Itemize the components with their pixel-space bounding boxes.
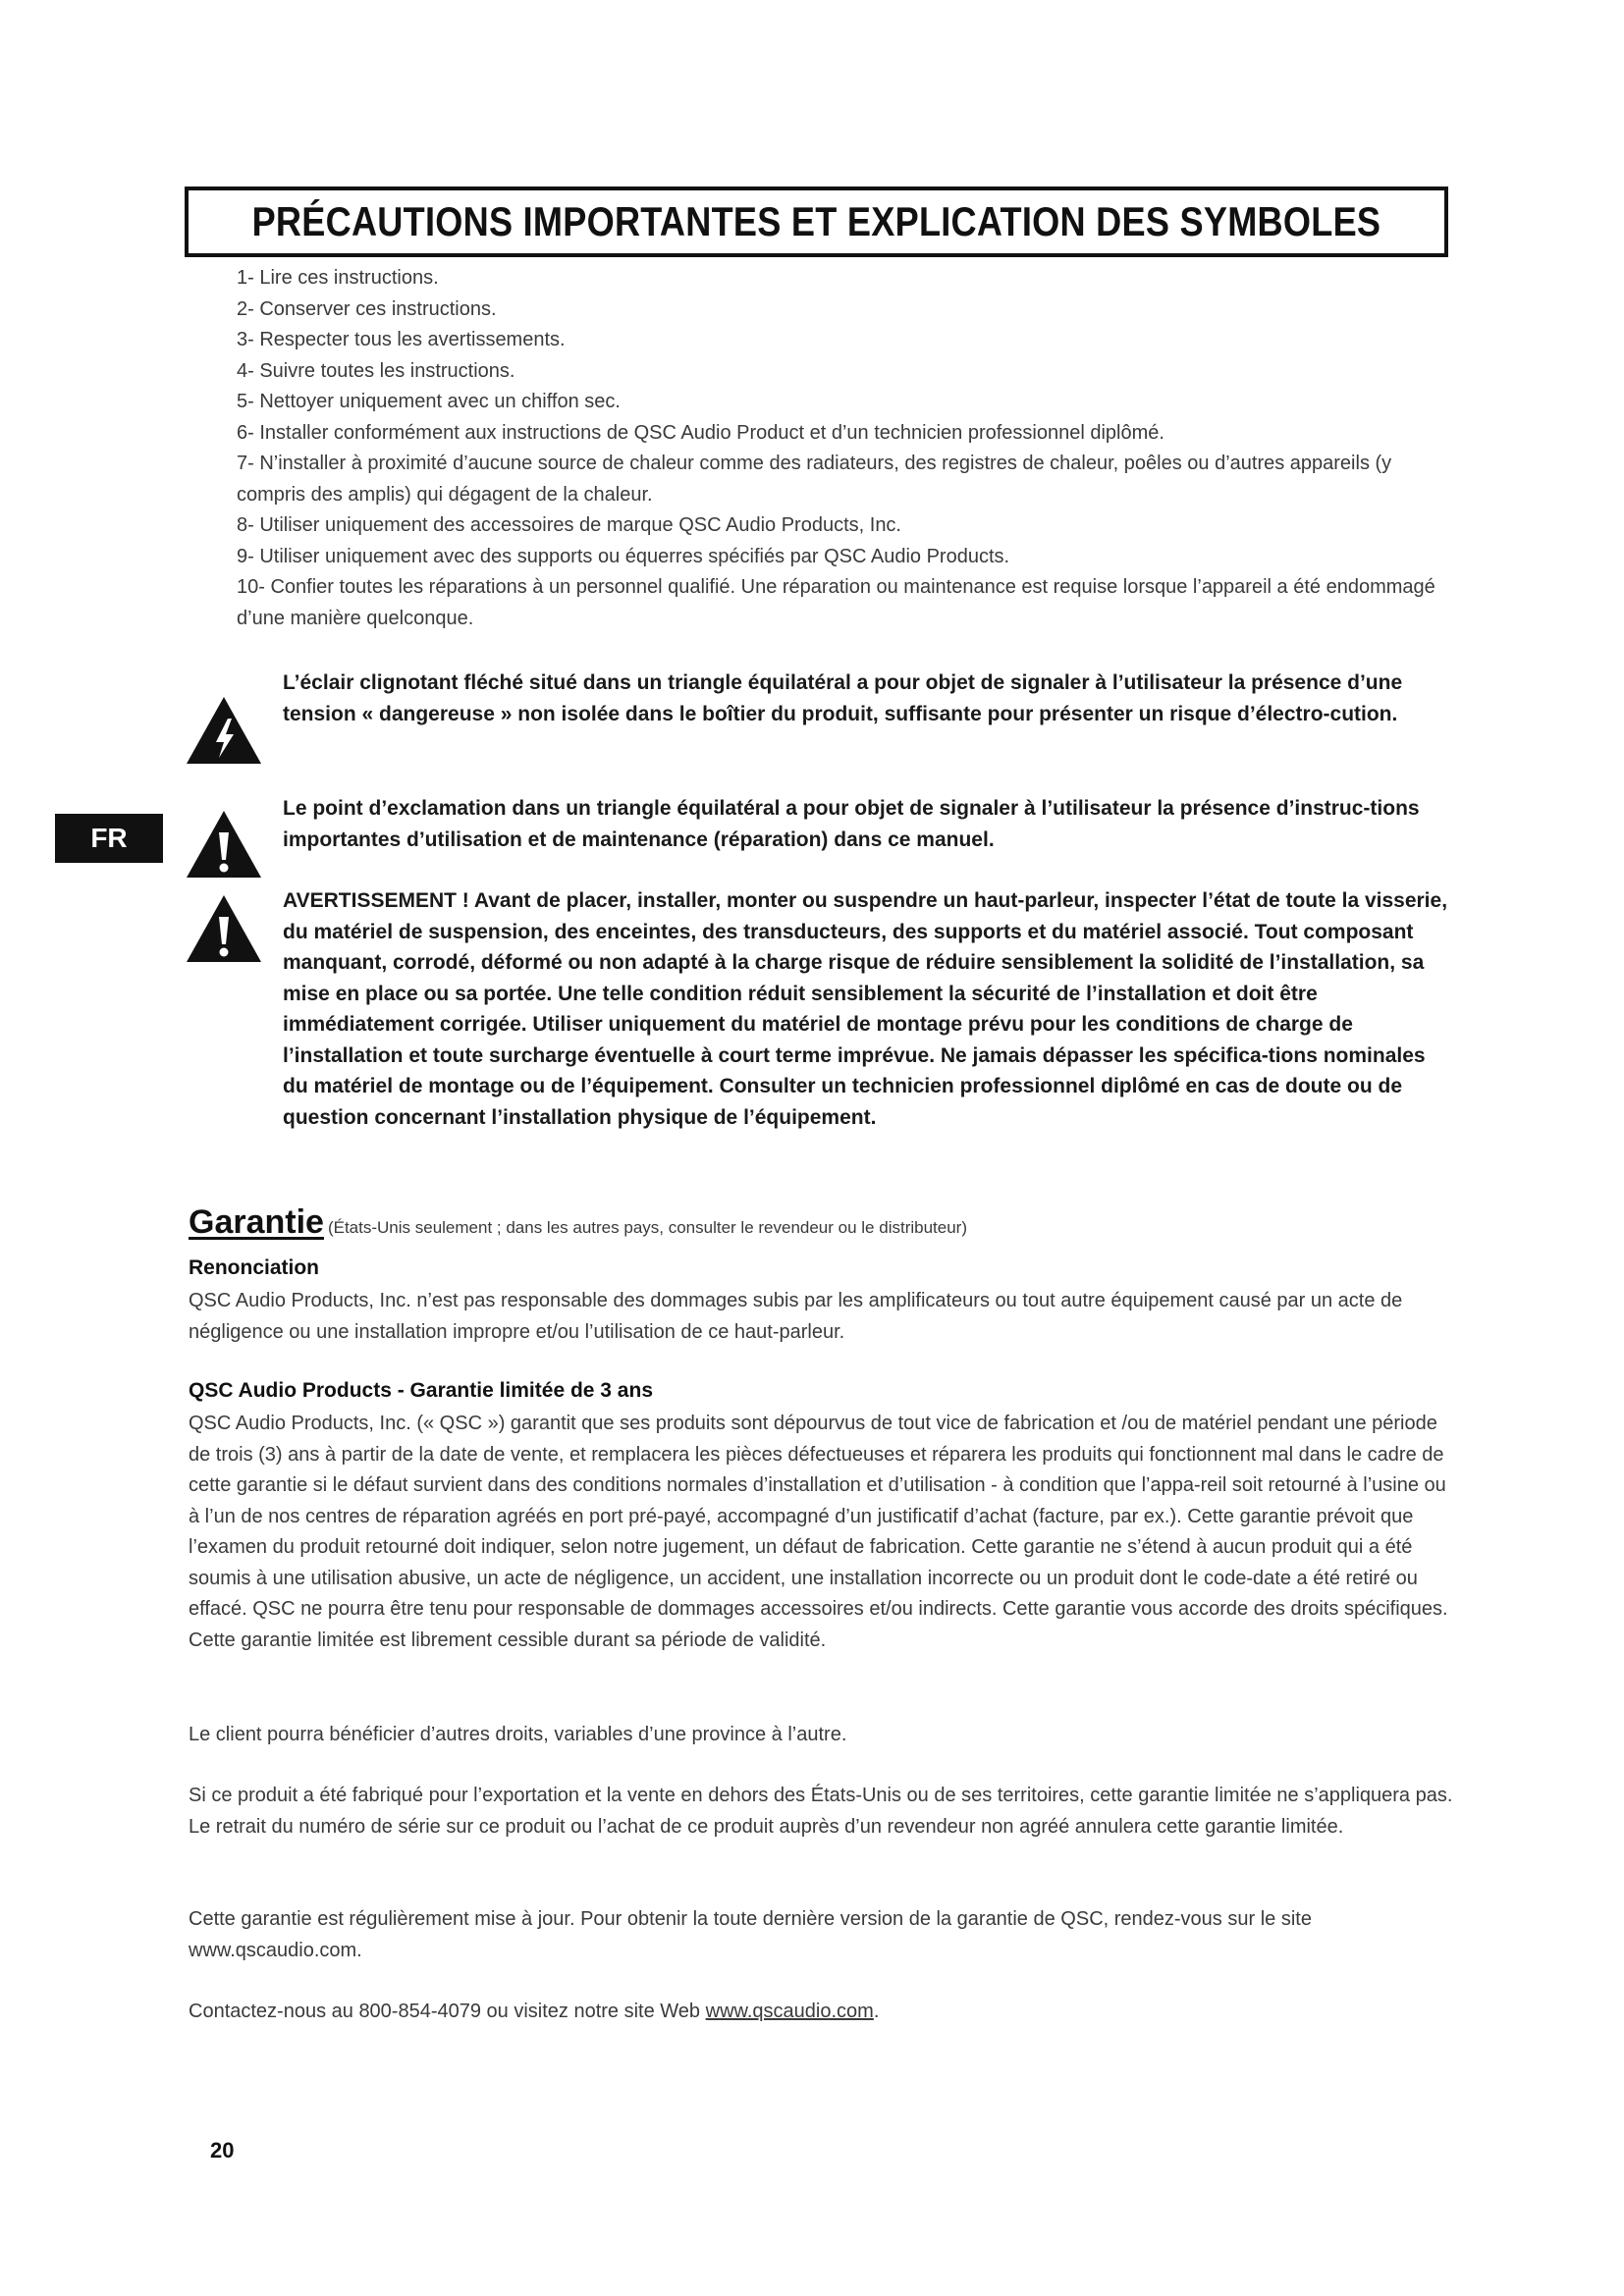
language-tab: FR [55, 814, 163, 863]
page-number: 20 [210, 2138, 235, 2163]
garantie-title: Garantie [189, 1203, 324, 1241]
exclamation-triangle-icon [185, 809, 263, 880]
exclamation-warning [185, 793, 1456, 855]
instruction-item: 6- Installer conformément aux instructions de QSC Audio Product et d’un technicien professionnel diplômé. [237, 421, 1164, 444]
instruction-item: 5- Nettoyer uniquement avec un chiffon sec. [237, 391, 621, 412]
instruction-item: 9- Utiliser uniquement avec des supports ou équerres spécifiés par QSC Audio Products. [237, 545, 1010, 567]
instruction-item: 3- Respecter tous les avertissements. [237, 329, 566, 350]
avertissement-warning [185, 885, 1456, 1133]
avertissement-warning-text: AVERTISSEMENT ! Avant de placer, installer, monter ou suspendre un haut-parleur, inspecter l’état de toute la visserie, du matériel de suspension, des enceintes, des transducteurs, des supports et du matériel associé. Tout composant manquant, corrodé, déformé ou non adapté à la charge risque de réduire sensiblement la solidité de l’installation, sa mise en place ou sa portée. Une telle condition réduit sensiblement la sécurité de l’installation et doit être immédiatement corrigée. Utiliser uniquement du matériel de montage prévu pour les conditions de charge de l’installation et toute surcharge éventuelle à court terme imprévue. Ne jamais dépasser les spécifica-tions nominales du matériel de montage ou de l’équipement. Consulter un technicien professionnel diplômé en cas de doute ou de question concernant l’installation physique de l’équipement. [283, 889, 1448, 1129]
update-paragraph: Cette garantie est régulièrement mise à jour. Pour obtenir la toute dernière version de la garantie de QSC, rendez-vous sur le site www.qscaudio.com. [189, 1908, 1312, 1961]
lightning-triangle-icon [185, 695, 263, 766]
page-title: PRÉCAUTIONS IMPORTANTES ET EXPLICATION DES SYMBOLES [251, 198, 1381, 244]
renonciation-heading: Renonciation [189, 1256, 320, 1279]
export-paragraph: Si ce produit a été fabriqué pour l’exportation et la vente en dehors des États-Unis ou de ses territoires, cette garantie limitée ne s’appliquera pas. Le retrait du numéro de série sur ce produit ou l’achat de ce produit auprès d’un revendeur non agréé annulera cette garantie limitée. [189, 1785, 1453, 1838]
contact-text: Contactez-nous au 800-854-4079 ou visitez notre site Web [189, 2001, 706, 2022]
instructions-list [237, 263, 1454, 634]
lightning-warning-text: L’éclair clignotant fléché situé dans un triangle équilatéral a pour objet de signaler à l’utilisateur la présence d’une tension « dangereuse » non isolée dans le boîtier du produit, suffisante pour présenter un risque d’électro-cution. [283, 671, 1403, 725]
garantie-heading [189, 1203, 967, 1242]
rights-paragraph: Le client pourra bénéficier d’autres droits, variables d’une province à l’autre. [189, 1724, 847, 1745]
instruction-item: 10- Confier toutes les réparations à un personnel qualifié. Une réparation ou maintenance est requise lorsque l’appareil a été endommagé d’une manière quelconque. [237, 576, 1435, 629]
limited-warranty-heading: QSC Audio Products - Garantie limitée de 3 ans [189, 1379, 653, 1402]
lightning-warning [185, 667, 1456, 729]
contact-paragraph [189, 1997, 1457, 2028]
renonciation-text: QSC Audio Products, Inc. n’est pas responsable des dommages subis par les amplificateurs ou tout autre équipement causé par un acte de négligence ou une installation impropre et/ou l’utilisation de ce haut-parleur. [189, 1290, 1403, 1343]
garantie-subtitle: (États-Unis seulement ; dans les autres pays, consulter le revendeur ou le distributeur) [327, 1218, 967, 1237]
instruction-item: 1- Lire ces instructions. [237, 267, 439, 289]
website-link[interactable]: www.qscaudio.com [705, 2001, 874, 2022]
exclamation-warning-text: Le point d’exclamation dans un triangle équilatéral a pour objet de signaler à l’utilisateur la présence d’instruc-tions importantes d’utilisation et de maintenance (réparation) dans ce manuel. [283, 797, 1420, 851]
instruction-item: 2- Conserver ces instructions. [237, 297, 497, 320]
instruction-item: 7- N’installer à proximité d’aucune source de chaleur comme des radiateurs, des registres de chaleur, poêles ou d’autres appareils (y compris des amplis) qui dégagent de la chaleur. [237, 453, 1392, 506]
contact-suffix: . [873, 2001, 880, 2022]
warning-triangle-icon [185, 893, 263, 964]
instruction-item: 4- Suivre toutes les instructions. [237, 359, 515, 382]
instruction-item: 8- Utiliser uniquement des accessoires de marque QSC Audio Products, Inc. [237, 514, 901, 536]
title-box [185, 187, 1448, 257]
limited-warranty-text: QSC Audio Products, Inc. (« QSC ») garantit que ses produits sont dépourvus de tout vice de fabrication et /ou de matériel pendant une période de trois (3) ans à partir de la date de vente, et remplacera les pièces défectueuses et réparera les produits qui fonctionnent mal dans le cadre de cette garantie si le défaut survient dans des conditions normales d’installation et d’utilisation - à condition que l’appa-reil soit retourné à l’usine ou à l’un de nos centres de réparation agréés en port pré-payé, accompagné d’un justificatif d’achat (facture, par ex.). Cette garantie prévoit que l’examen du produit retourné doit indiquer, selon notre jugement, un défaut de fabrication. Cette garantie ne s’étend à aucun produit qui a été soumis à une utilisation abusive, un acte de négligence, un accident, une installation incorrecte ou un produit dont le code-date a été retiré ou effacé. QSC ne pourra être tenu pour responsable de dommages accessoires et/ou indirects. Cette garantie vous accorde des droits spécifiques. Cette garantie limitée est librement cessible durant sa période de validité. [189, 1413, 1448, 1651]
